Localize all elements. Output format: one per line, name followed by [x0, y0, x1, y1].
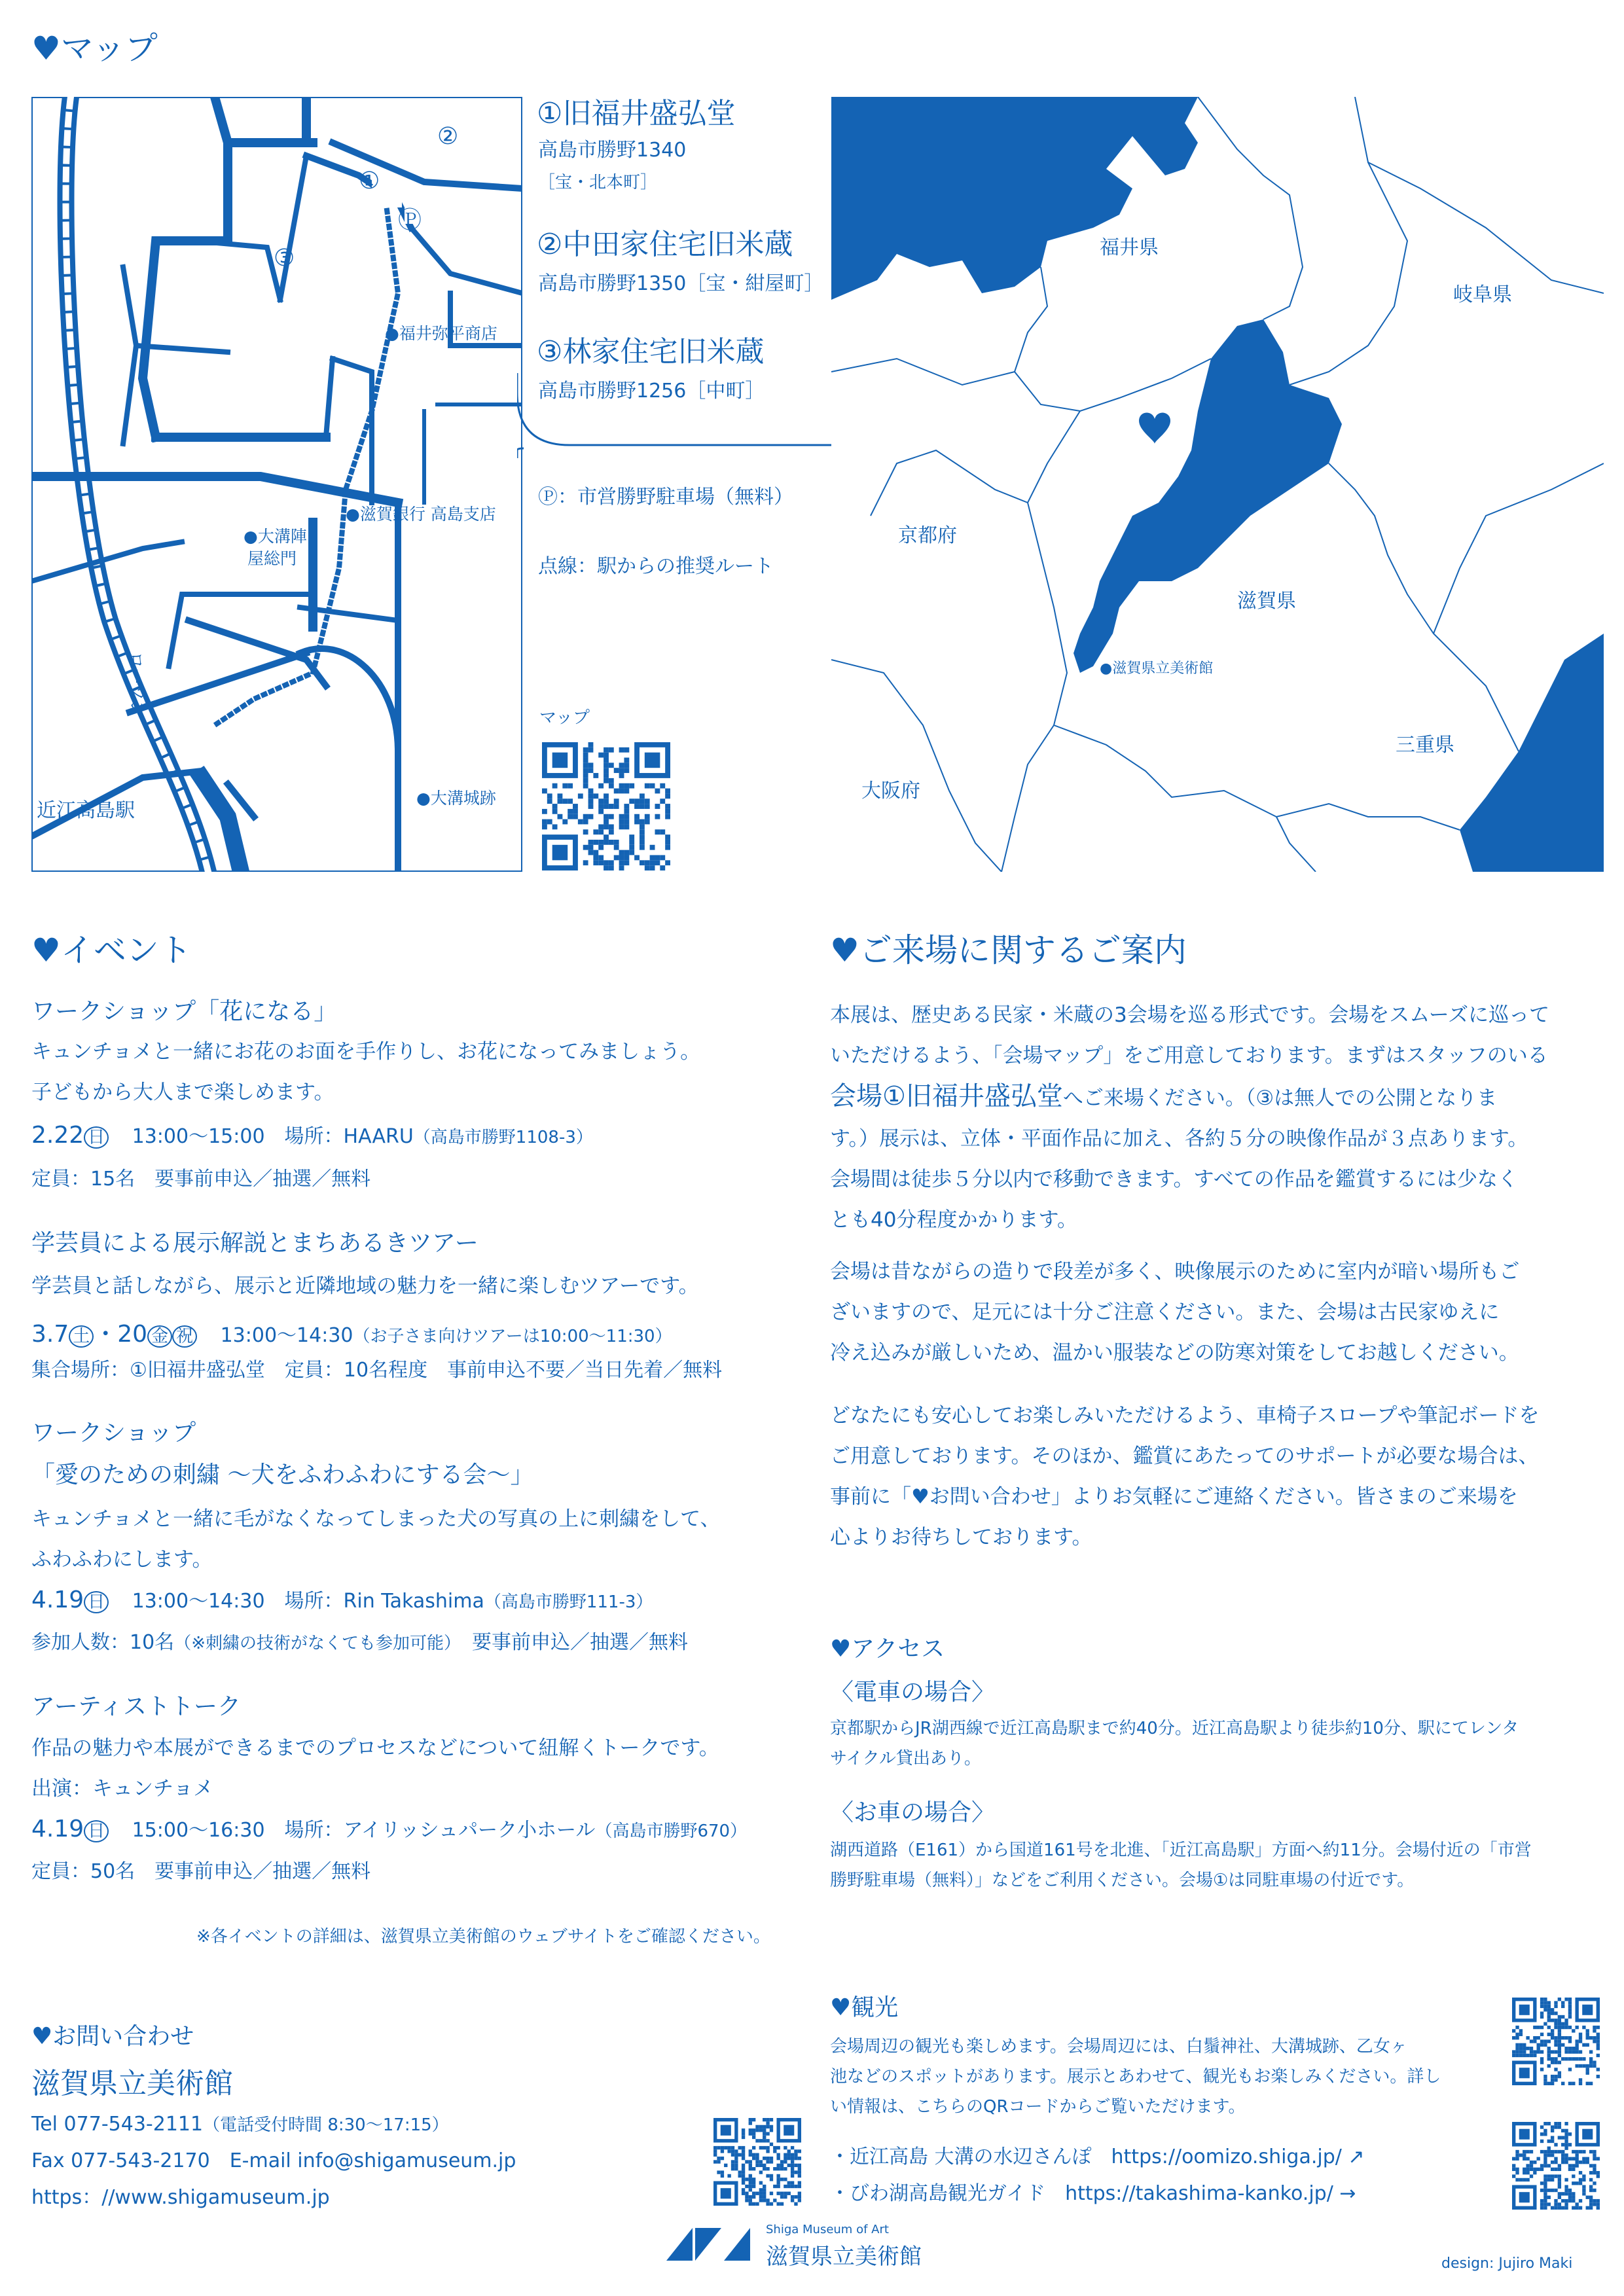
guide-heading: ♥ご来場に関するご案内	[830, 931, 1187, 969]
event-4-day: 日	[84, 1820, 109, 1842]
tourism-link-kanko[interactable]: ・びわ湖高島観光ガイド https://takashima-kanko.jp/ →	[830, 2182, 1356, 2205]
venue-1-area: ［宝・北本町］	[538, 173, 658, 192]
contact-org: 滋賀県立美術館	[31, 2067, 233, 2100]
label-venue-3: ③	[274, 245, 295, 272]
label-fukui-pref: 福井県	[1100, 236, 1159, 259]
contact-qr-code[interactable]	[713, 2118, 801, 2206]
contact-fax-email[interactable]: Fax 077-543-2170 E-mail info@shigamuseum.jp	[31, 2149, 516, 2172]
event-2-day3: 祝	[172, 1325, 197, 1348]
event-3-desc: キュンチョメと一緒に毛がなくなってしまった犬の写真の上に刺繍をして、 ふわふわにします。	[31, 1507, 721, 1571]
venue-1-name: ①旧福井盛弘堂	[537, 97, 736, 130]
contact-url[interactable]: https：//www.shigamuseum.jp	[31, 2186, 330, 2209]
label-kyoto-pref: 京都府	[898, 524, 957, 547]
local-street-map	[31, 97, 522, 872]
event-3-title: ワークショップ	[31, 1420, 196, 1446]
map-qr-code[interactable]	[542, 742, 670, 870]
event-3-day: 日	[84, 1591, 109, 1613]
label-castle: ●大溝城跡	[416, 789, 496, 808]
event-3-datetime	[31, 1587, 653, 1613]
route-note: 点線：駅からの推奨ルート	[538, 555, 774, 578]
event-1-info-sub: （高島市勝野1108-3）	[413, 1128, 593, 1147]
label-fukui-shop: ●福井弥平商店	[385, 324, 497, 343]
event-4-desc: 作品の魅力や本展ができるまでのプロセスなどについて紐解くトークです。 出演：キュンチョメ	[31, 1736, 719, 1801]
event-4-datetime	[31, 1816, 747, 1842]
event-1-info: 13:00〜15:00 場所：HAARU	[132, 1125, 414, 1148]
events-heading: ♥イベント	[31, 931, 192, 969]
map-qr-label: マップ	[539, 708, 590, 728]
label-lawson: ローソン	[127, 652, 146, 717]
event-1-datetime	[31, 1122, 593, 1149]
event-2-day2: 金	[147, 1325, 172, 1348]
label-gifu-pref: 岐阜県	[1453, 283, 1512, 306]
event-3-capacity: 参加人数：10名（※刺繍の技術がなくても参加可能） 要事前申込／抽選／無料	[31, 1631, 688, 1654]
event-2-meeting: 集合場所：①旧福井盛弘堂 定員：10名程度 事前申込不要／当日先着／無料	[31, 1359, 723, 1382]
design-credit: design: Jujiro Maki	[1441, 2255, 1573, 2272]
event-1-desc: キュンチョメと一緒にお花のお面を手作りし、お花になってみましょう。 子どもから大人まで楽しめます。	[31, 1040, 701, 1104]
contact-heading: ♥お問い合わせ	[31, 2023, 194, 2050]
museum-logo-mark	[666, 2221, 758, 2267]
venue-3-address: 高島市勝野1256［中町］	[538, 380, 765, 403]
venue-3-name: ③林家住宅旧米蔵	[537, 335, 765, 368]
venue-1-address: 高島市勝野1340	[538, 139, 687, 162]
label-osaka-pref: 大阪府	[861, 780, 920, 802]
guide-paragraph-1: 本展は、歴史ある民家・米蔵の3会場を巡る形式です。会場をスムーズに巡って いただけるよう、「会場マップ」をご用意しております。まずはスタッフのいる 会場①旧福井盛弘堂へご来場ください。（③は無人での公開となりま す。）展示は、立体・平面作品に加え、各約５分の映像作品が３点あります。 会場間は徒歩５分以内で移動できます。すべての作品を鑑賞するには少なく とも40分程度かかります。	[830, 1003, 1550, 1232]
event-2-info: 13:00〜14:30	[220, 1324, 353, 1347]
event-3-info: 13:00〜14:30 場所：Rin Takashima	[132, 1590, 484, 1613]
event-2-day: 土	[69, 1325, 94, 1348]
label-parking: Ⓟ	[398, 207, 422, 234]
event-4-title: アーティストトーク	[31, 1693, 242, 1720]
event-2-info-sub: （お子さま向けツアーは10:00〜11:30）	[353, 1327, 672, 1346]
label-mie-pref: 三重県	[1396, 734, 1454, 757]
event-2-date2: ・20	[94, 1321, 148, 1348]
events-footnote: ※各イベントの詳細は、滋賀県立美術館のウェブサイトをご確認ください。	[196, 1927, 770, 1946]
event-3-info-sub: （高島市勝野111-3）	[484, 1592, 653, 1612]
tourism-heading: ♥観光	[830, 1994, 899, 2021]
map-heading: ♥マップ	[31, 29, 158, 67]
regional-map	[831, 97, 1604, 872]
event-2-desc: 学芸員と話しながら、展示と近隣地域の魅力を一緒に楽しむツアーです。	[31, 1274, 699, 1298]
label-bank: ●滋賀銀行 高島支店	[346, 505, 496, 524]
local-map-frame	[32, 98, 522, 871]
event-4-date: 4.19	[31, 1816, 84, 1842]
event-4-info: 15:00〜16:30 場所：アイリッシュパーク小ホール	[132, 1819, 596, 1842]
label-gate-1: ●大溝陣	[244, 527, 307, 546]
guide-paragraph-2: 会場は昔ながらの造りで段差が多く、映像展示のために室内が暗い場所もご ざいますので、足元には十分ご注意ください。また、会場は古民家ゆえに 冷え込みが厳しいため、温かい服装などの防寒対策をしてお越しください。	[830, 1260, 1520, 1365]
tourism-text: 会場周辺の観光も楽しめます。会場周辺には、白鬚神社、大溝城跡、乙女ヶ 池などのスポットがあります。展示とあわせて、観光もお楽しみください。詳し い情報は、こちらのQRコードからご覧いただけます。	[830, 2037, 1441, 2117]
parking-note: Ⓟ：市営勝野駐車場（無料）	[538, 486, 793, 509]
event-2-datetime	[31, 1316, 672, 1349]
event-3-date: 4.19	[31, 1587, 84, 1613]
event-1-day: 日	[84, 1126, 109, 1149]
logo-text-en: Shiga Museum of Art	[766, 2223, 889, 2236]
label-shiga-pref: 滋賀県	[1237, 590, 1296, 613]
tourism-qr-code-2[interactable]	[1512, 2122, 1600, 2210]
label-gate-2: 屋総門	[247, 549, 297, 568]
venue-2-name: ②中田家住宅旧米蔵	[537, 228, 793, 261]
label-venue-2: ②	[437, 123, 459, 150]
contact-tel: Tel 077-543-2111（電話受付時間 8:30〜17:15）	[31, 2113, 449, 2136]
event-2-title: 学芸員による展示解説とまちあるきツアー	[31, 1230, 478, 1257]
venue-2-address: 高島市勝野1350［宝・紺屋町］	[538, 272, 824, 295]
access-train-text: 京都駅からJR湖西線で近江高島駅まで約40分。近江高島駅より徒歩約10分、駅にてレンタ サイクル貸出あり。	[830, 1719, 1519, 1768]
event-4-info-sub: （高島市勝野670）	[595, 1821, 748, 1841]
event-1-capacity: 定員：15名 要事前申込／抽選／無料	[31, 1168, 371, 1191]
label-venue-1: ①	[359, 168, 380, 194]
logo-text-ja: 滋賀県立美術館	[766, 2244, 922, 2270]
access-train-title: 〈電車の場合〉	[830, 1679, 996, 1706]
event-2-date: 3.7	[31, 1321, 69, 1348]
label-station: 近江高島駅	[37, 799, 135, 822]
railway	[66, 97, 209, 872]
event-3-title-2: 「愛のための刺繍 〜犬をふわふわにする会〜」	[31, 1462, 534, 1488]
label-museum: ●滋賀県立美術館	[1100, 660, 1214, 677]
access-heading: ♥アクセス	[830, 1636, 945, 1662]
tourism-link-oomizo[interactable]: ・近江高島 大溝の水辺さんぽ https://oomizo.shiga.jp/ ↗	[830, 2145, 1365, 2168]
access-car-text: 湖西道路（E161）から国道161号を北進、「近江高島駅」方面へ約11分。会場付近の「市営 勝野駐車場（無料）」などをご利用ください。会場①は同駐車場の付近です。	[830, 1840, 1532, 1890]
access-car-title: 〈お車の場合〉	[830, 1799, 996, 1826]
event-4-capacity: 定員：50名 要事前申込／抽選／無料	[31, 1860, 371, 1883]
tourism-qr-code-1[interactable]	[1512, 1998, 1600, 2085]
event-1-date: 2.22	[31, 1122, 84, 1149]
event-1-title: ワークショップ「花になる」	[31, 998, 338, 1025]
guide-venue-highlight: 会場①旧福井盛弘堂	[830, 1081, 1063, 1111]
guide-paragraph-3: どなたにも安心してお楽しみいただけるよう、車椅子スロープや筆記ボードを ご用意しております。そのほか、鑑賞にあたってのサポートが必要な場合は、 事前に「♥お問い合わせ」よりお気軽にご連絡ください。皆さまのご来場を 心よりお待ちしております。	[830, 1404, 1540, 1549]
